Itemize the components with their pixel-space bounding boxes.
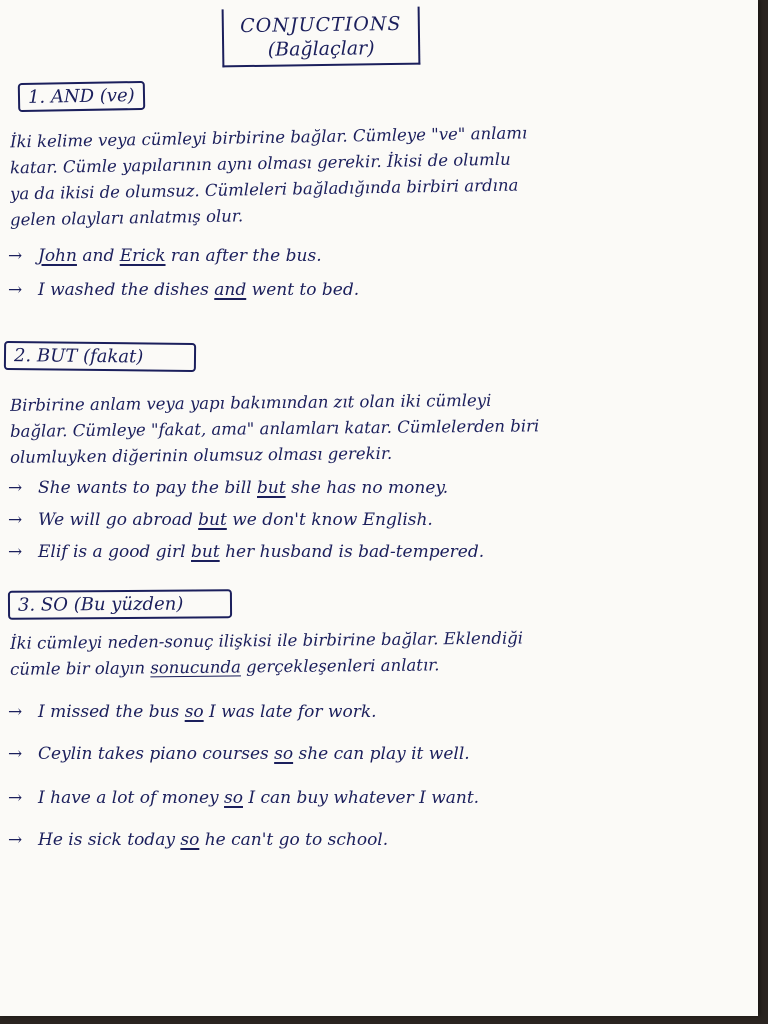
section-but-example-2: → We will go abroad but we don't know English. — [8, 510, 433, 530]
page-title: CONJUCTIONS — [240, 12, 402, 38]
section-and-example-2: → I washed the dishes and went to bed. — [8, 280, 360, 300]
section-so-example-2: → Ceylin takes piano courses so she can play it well. — [8, 744, 470, 764]
arrow-right-icon: → — [8, 542, 23, 562]
section-but-desc-line-3: olumluyken diğerinin olumsuz olması gerekir. — [9, 443, 393, 467]
section-so-heading: 3. SO (Bu yüzden) — [8, 589, 232, 620]
arrow-right-icon: → — [8, 478, 23, 498]
section-but-desc-line-2: bağlar. Cümleye "fakat, ama" anlamları katar. Cümlelerden biri — [9, 416, 540, 441]
section-and-desc-line-3: ya da ikisi de olumsuz. Cümleleri bağladığında birbiri ardına — [9, 175, 519, 204]
arrow-right-icon: → — [8, 830, 23, 850]
section-and-desc-line-1: İki kelime veya cümleyi birbirine bağlar. Cümleye "ve" anlamı — [9, 123, 528, 152]
section-and-example-1: → John and Erick ran after the bus. — [8, 246, 322, 266]
underlined-word: but — [191, 542, 220, 562]
underlined-word: so — [274, 744, 294, 764]
section-so-example-4: → He is sick today so he can't go to school. — [8, 830, 389, 850]
arrow-right-icon: → — [8, 744, 23, 764]
section-but-example-1: → She wants to pay the bill but she has no money. — [8, 478, 449, 498]
arrow-right-icon: → — [8, 246, 23, 266]
section-but-example-3: → Elif is a good girl but her husband is bad-tempered. — [8, 542, 485, 562]
section-but-desc-line-1: Birbirine anlam veya yapı bakımından zıt olan iki cümleyi — [9, 390, 492, 415]
section-so-desc-line-2: cümle bir olayın sonucunda gerçekleşenleri anlatır. — [9, 655, 440, 679]
underlined-word: so — [180, 830, 200, 850]
section-and-desc-line-4: gelen olayları anlatmış olur. — [9, 206, 244, 230]
arrow-right-icon: → — [8, 510, 23, 530]
underlined-word: so — [224, 788, 243, 808]
page-title-box — [222, 7, 421, 68]
underlined-word: and — [214, 280, 247, 300]
section-and-heading: 1. AND (ve) — [18, 81, 145, 112]
section-and-desc-line-2: katar. Cümle yapılarının aynı olması gerekir. İkisi de olumlu — [9, 149, 511, 178]
arrow-right-icon: → — [8, 280, 23, 300]
section-so-example-1: → I missed the bus so I was late for work. — [8, 702, 377, 722]
arrow-right-icon: → — [8, 702, 23, 722]
section-but-heading: 2. BUT (fakat) — [4, 341, 196, 372]
section-so-example-3: → I have a lot of money so I can buy whatever I want. — [8, 788, 480, 808]
page-subtitle: (Bağlaçlar) — [267, 37, 375, 61]
underlined-word: but — [257, 478, 286, 498]
underlined-word: so — [184, 702, 204, 722]
underlined-word: sonucunda — [150, 657, 241, 678]
arrow-right-icon: → — [8, 788, 23, 808]
section-so-desc-line-1: İki cümleyi neden-sonuç ilişkisi ile birbirine bağlar. Eklendiği — [9, 628, 524, 653]
underlined-word: but — [198, 510, 227, 530]
underlined-word: Erick — [119, 246, 166, 266]
underlined-word: John — [38, 246, 77, 266]
